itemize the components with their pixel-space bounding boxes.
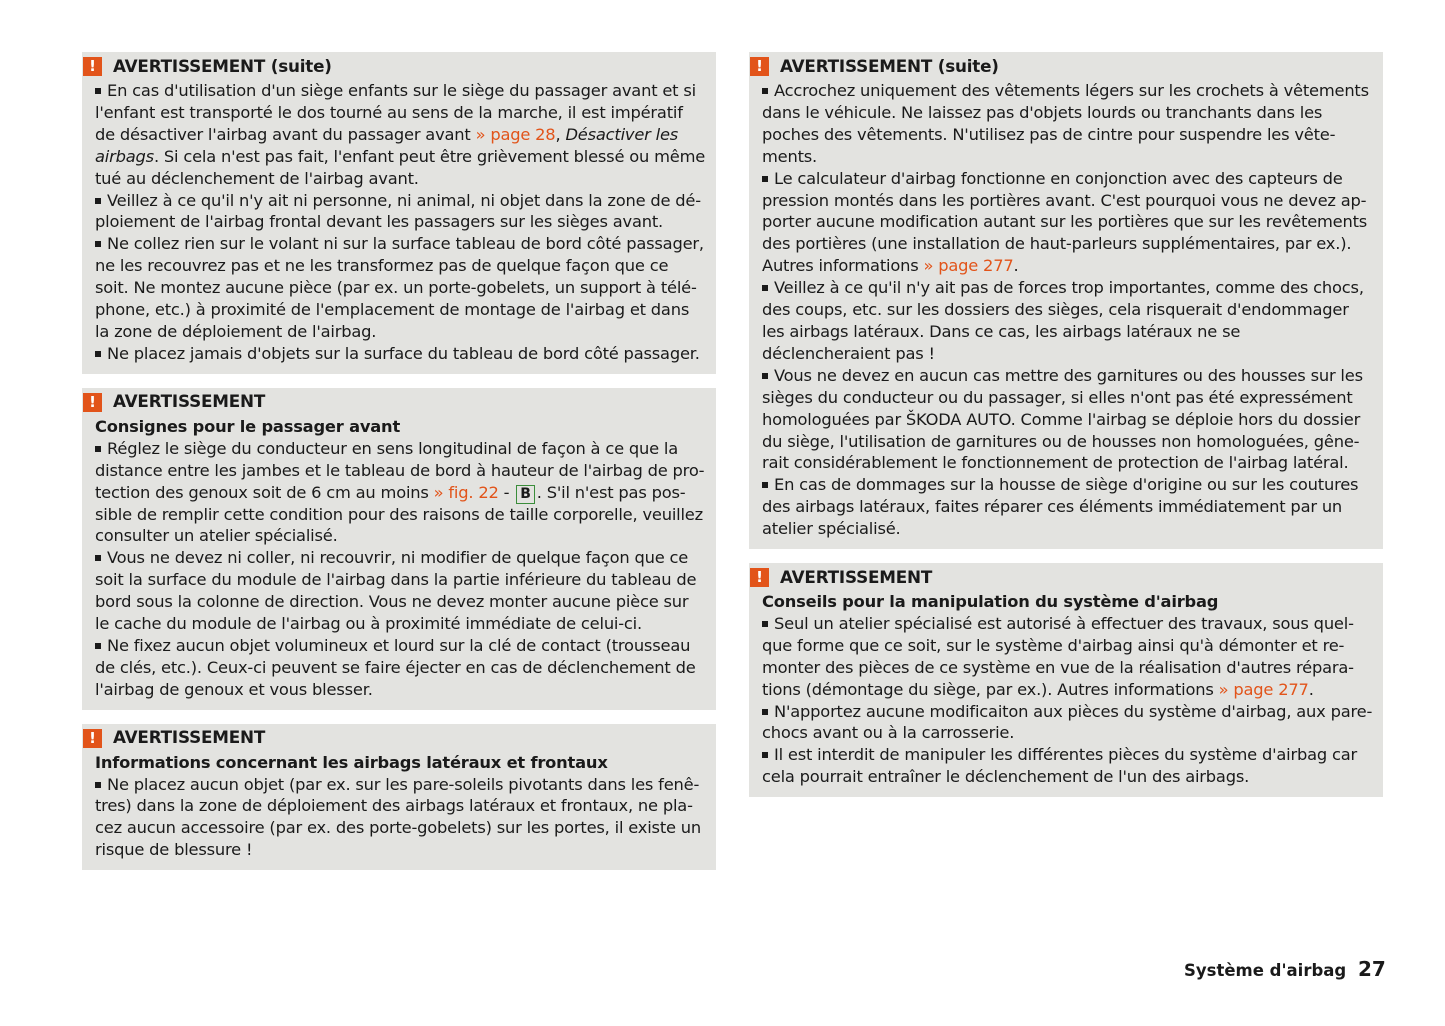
warning-subtitle: Conseils pour la manipulation du système d'airbag	[762, 592, 1219, 612]
left-column	[82, 52, 716, 884]
bullet-icon	[95, 782, 101, 788]
exclamation-warning-icon: !	[750, 57, 769, 76]
warning-subtitle: Consignes pour le passager avant	[95, 416, 401, 436]
bullet-icon	[95, 198, 101, 204]
figure-callout-badge: B	[516, 485, 534, 504]
warning-header	[83, 727, 706, 750]
bullet-icon	[762, 621, 768, 627]
warning-paragraph: Veillez à ce qu'il n'y ait ni personne, ni animal, ni objet dans la zone de déploiement de l'airbag frontal devant les passagers sur les sièges avant.	[95, 190, 702, 232]
bullet-icon	[762, 88, 768, 94]
warning-box-continued	[749, 52, 1383, 549]
exclamation-warning-icon: !	[83, 729, 102, 748]
bullet-icon	[762, 176, 768, 182]
warning-paragraph: Seul un atelier spécialisé est autorisé à effectuer des travaux, sous quelque forme que ce soit, sur le système d'airbag ainsi qu'à démonter et remonter des pièces de ce système en vue de la réalisation d'autres réparations (démontage du siège, par ex.). Autres informations » page 277.	[762, 613, 1355, 699]
warning-box-continued	[82, 52, 716, 374]
warning-title: AVERTISSEMENT	[113, 391, 266, 412]
warning-subtitle: Informations concernant les airbags latéraux et frontaux	[95, 752, 608, 772]
section-reference: Désactiver les airbags	[95, 124, 679, 166]
bullet-icon	[762, 482, 768, 488]
warning-paragraph: N'apportez aucune modificaiton aux pièces du système d'airbag, aux parechocs avant ou à la carrosserie.	[762, 701, 1373, 743]
warning-paragraph: Ne fixez aucun objet volumineux et lourd sur la clé de contact (trousseau de clés, etc.). Ceux-ci peuvent se faire éjecter en cas de déclenchement de l'airbag de genoux et vous blesser.	[95, 635, 696, 699]
warning-box-front-passenger	[82, 388, 716, 710]
warning-title: AVERTISSEMENT (suite)	[780, 55, 999, 76]
exclamation-warning-icon: !	[750, 568, 769, 587]
warning-header	[750, 566, 1373, 589]
warning-header	[83, 55, 706, 78]
page-number: 27	[1358, 957, 1386, 981]
warning-paragraph: Le calculateur d'airbag fonctionne en conjonction avec des capteurs de pression montés dans les portières avant. C'est pourquoi vous ne devez apporter aucune modification autant sur les portières que sur les revêtements des portières (une installation de haut-parleurs supplémentaires, par ex.). Autres informations » page 277.	[762, 168, 1368, 276]
bullet-icon	[95, 643, 101, 649]
right-column	[749, 52, 1383, 811]
bullet-icon	[762, 752, 768, 758]
page-reference-link[interactable]: » page 28	[475, 124, 556, 144]
warning-paragraph: Ne placez aucun objet (par ex. sur les pare-soleils pivotants dans les fenêtres) dans la zone de déploiement des airbags latéraux et frontaux, ne placez aucun accessoire (par ex. des porte-gobelets) sur les portes, il existe un risque de blessure !	[95, 774, 702, 860]
warning-paragraph: Ne collez rien sur le volant ni sur la surface tableau de bord côté passager, ne les recouvrez pas et ne les transformez pas de quelque façon que ce soit. Ne montez aucune pièce (par ex. un porte-gobelets, un support à téléphone, etc.) à proximité de l'emplacement de montage de l'airbag et dans la zone de déploiement de l'airbag.	[95, 234, 704, 341]
warning-paragraph: En cas de dommages sur la housse de siège d'origine ou sur les coutures des airbags latéraux, faites réparer ces éléments immédiatement par un atelier spécialisé.	[762, 475, 1359, 539]
warning-paragraph: En cas d'utilisation d'un siège enfants sur le siège du passager avant et si l'enfant est transporté le dos tourné au sens de la marche, il est impératif de désactiver l'airbag avant du passager avant » page 28, Désactiver les airbags. Si cela n'est pas fait, l'enfant peut être grièvement blessé ou même tué au déclenchement de l'airbag avant.	[95, 81, 706, 188]
figure-reference-link[interactable]: » fig. 22	[433, 482, 499, 502]
bullet-icon	[762, 373, 768, 379]
warning-paragraph: Vous ne devez en aucun cas mettre des garnitures ou des housses sur les sièges du conducteur ou du passager, si elles n'ont pas été expressément homologuées par ŠKODA AUTO. Comme l'airbag se déploie hors du dossier du siège, l'utilisation de garnitures ou de housses non homologuées, gênerait considérablement le fonctionnement de protection de l'airbag latéral.	[762, 365, 1363, 473]
warning-title: AVERTISSEMENT	[780, 566, 933, 587]
warning-box-airbag-handling	[749, 563, 1383, 797]
warning-header	[750, 55, 1373, 78]
footer-section-title: Système d'airbag	[1184, 961, 1347, 980]
warning-paragraph: Il est interdit de manipuler les différentes pièces du système d'airbag car cela pourrait entraîner le déclenchement de l'un des airbags.	[762, 745, 1357, 787]
page-reference-link[interactable]: » page 277	[1218, 679, 1309, 699]
warning-title: AVERTISSEMENT	[113, 727, 266, 748]
bullet-icon	[762, 285, 768, 291]
warning-paragraph: Veillez à ce qu'il n'y ait pas de forces trop importantes, comme des chocs, des coups, etc. sur les dossiers des sièges, cela risquerait d'endommager les airbags latéraux. Dans ce cas, les airbags latéraux ne se déclencheraient pas !	[762, 278, 1364, 363]
bullet-icon	[762, 709, 768, 715]
warning-box-side-front-airbags	[82, 724, 716, 871]
bullet-icon	[95, 241, 101, 247]
warning-title: AVERTISSEMENT (suite)	[113, 55, 332, 76]
warning-header	[83, 391, 706, 414]
exclamation-warning-icon: !	[83, 57, 102, 76]
bullet-icon	[95, 446, 101, 452]
warning-paragraph: Accrochez uniquement des vêtements légers sur les crochets à vêtements dans le véhicule. Ne laissez pas d'objets lourds ou tranchants dans les poches des vêtements. N'utilisez pas de cintre pour suspendre les vêtements.	[762, 81, 1369, 166]
exclamation-warning-icon: !	[83, 393, 102, 412]
bullet-icon	[95, 555, 101, 561]
bullet-icon	[95, 351, 101, 357]
warning-paragraph: Réglez le siège du conducteur en sens longitudinal de façon à ce que la distance entre les jambes et le tableau de bord à hauteur de l'airbag de protection des genoux soit de 6 cm au moins » fig. 22 - B . S'il n'est pas possible de remplir cette condition pour des raisons de taille corporelle, veuillez consulter un atelier spécialisé.	[95, 438, 705, 546]
page-reference-link[interactable]: » page 277	[923, 256, 1014, 276]
bullet-icon	[95, 88, 101, 94]
warning-paragraph: Ne placez jamais d'objets sur la surface du tableau de bord côté passager.	[95, 343, 706, 365]
warning-paragraph: Vous ne devez ni coller, ni recouvrir, ni modifier de quelque façon que ce soit la surface du module de l'airbag dans la partie inférieure du tableau de bord sous la colonne de direction. Vous ne devez monter aucune pièce sur le cache du module de l'airbag ou à proximité immédiate de celui-ci.	[95, 548, 697, 634]
